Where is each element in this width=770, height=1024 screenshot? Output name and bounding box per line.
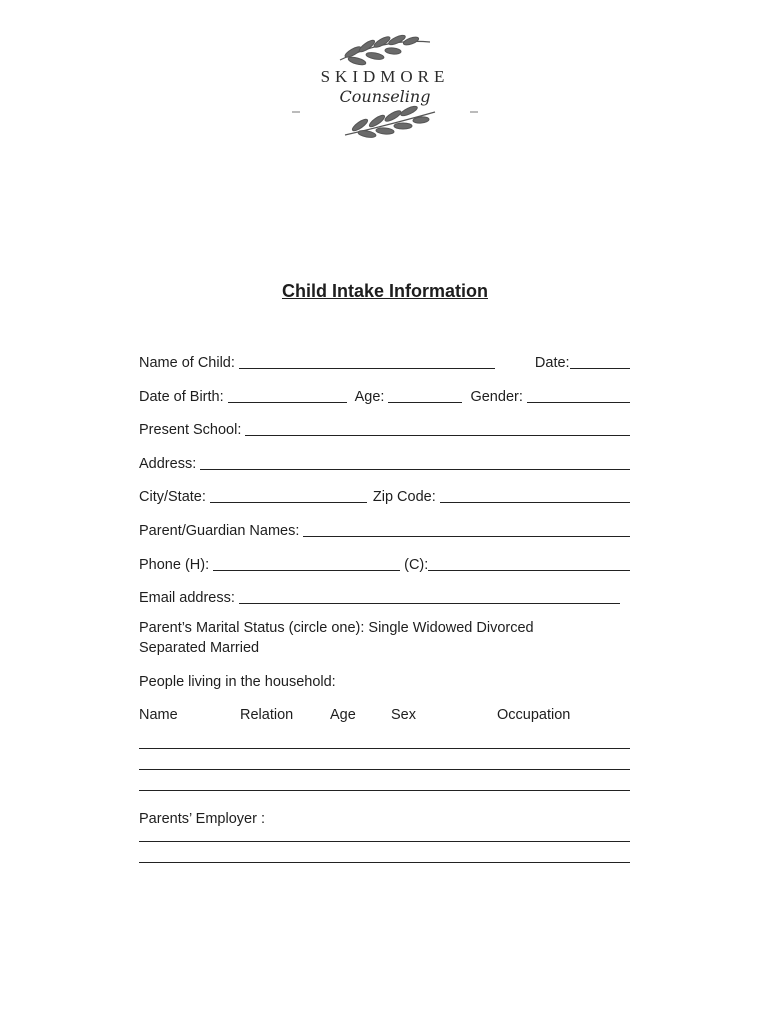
row-city [139, 485, 630, 505]
household-label: People living in the household: [139, 673, 336, 690]
household-columns [139, 703, 630, 723]
gender-label: Gender: [470, 388, 523, 405]
row-phone [139, 553, 630, 573]
zip-field[interactable] [440, 501, 630, 503]
row-school [139, 418, 630, 438]
employer-row [139, 807, 630, 827]
col-sex: Sex [391, 707, 416, 724]
employer-label: Parents’ Employer : [139, 811, 265, 828]
name-of-child-field[interactable] [239, 367, 495, 369]
address-field[interactable] [200, 468, 630, 470]
logo-script: Counseling [339, 87, 431, 106]
household-line-1[interactable] [139, 748, 630, 749]
page-title: Child Intake Information [281, 281, 488, 301]
dob-field[interactable] [228, 401, 347, 403]
col-relation: Relation [240, 707, 294, 724]
col-occupation: Occupation [497, 707, 571, 724]
phone-cell-field[interactable] [428, 569, 630, 571]
employer-line-2[interactable] [139, 862, 630, 863]
age-label: Age: [354, 388, 385, 405]
parents-field[interactable] [303, 535, 630, 537]
household-label-row [139, 670, 630, 690]
email-label: Email address: [139, 590, 235, 607]
phone-cell-label: (C): [404, 556, 429, 573]
row-address [139, 452, 630, 472]
marital-status-line2: Separated Married [139, 639, 260, 656]
row-email [139, 586, 630, 606]
household-line-2[interactable] [139, 769, 630, 770]
logo [285, 30, 485, 145]
age-field[interactable] [388, 401, 462, 403]
phone-home-field[interactable] [213, 569, 400, 571]
school-field[interactable] [245, 434, 630, 436]
col-name: Name [139, 707, 178, 724]
email-field[interactable] [239, 602, 620, 604]
date-field[interactable] [570, 367, 630, 369]
parents-label: Parent/Guardian Names: [139, 522, 300, 539]
date-label: Date: [534, 355, 570, 371]
dob-label: Date of Birth: [139, 388, 224, 405]
marital-status-line1: Parent’s Marital Status (circle one): Single Widowed Divorced [139, 619, 534, 636]
marital-status [139, 618, 630, 658]
intake-form [139, 351, 630, 863]
employer-line-1[interactable] [139, 841, 630, 842]
col-age: Age [330, 707, 356, 724]
city-state-field[interactable] [210, 501, 367, 503]
logo-brand: SKIDMORE [320, 67, 450, 86]
address-label: Address: [139, 455, 197, 472]
household-line-3[interactable] [139, 790, 630, 791]
zip-label: Zip Code: [372, 489, 436, 506]
school-label: Present School: [139, 422, 242, 439]
phone-home-label: Phone (H): [139, 556, 210, 573]
row-dob [139, 385, 630, 405]
row-name-date [139, 351, 630, 371]
city-state-label: City/State: [139, 489, 206, 506]
gender-field[interactable] [527, 401, 630, 403]
name-of-child-label: Name of Child: [139, 355, 235, 371]
row-parents [139, 519, 630, 539]
